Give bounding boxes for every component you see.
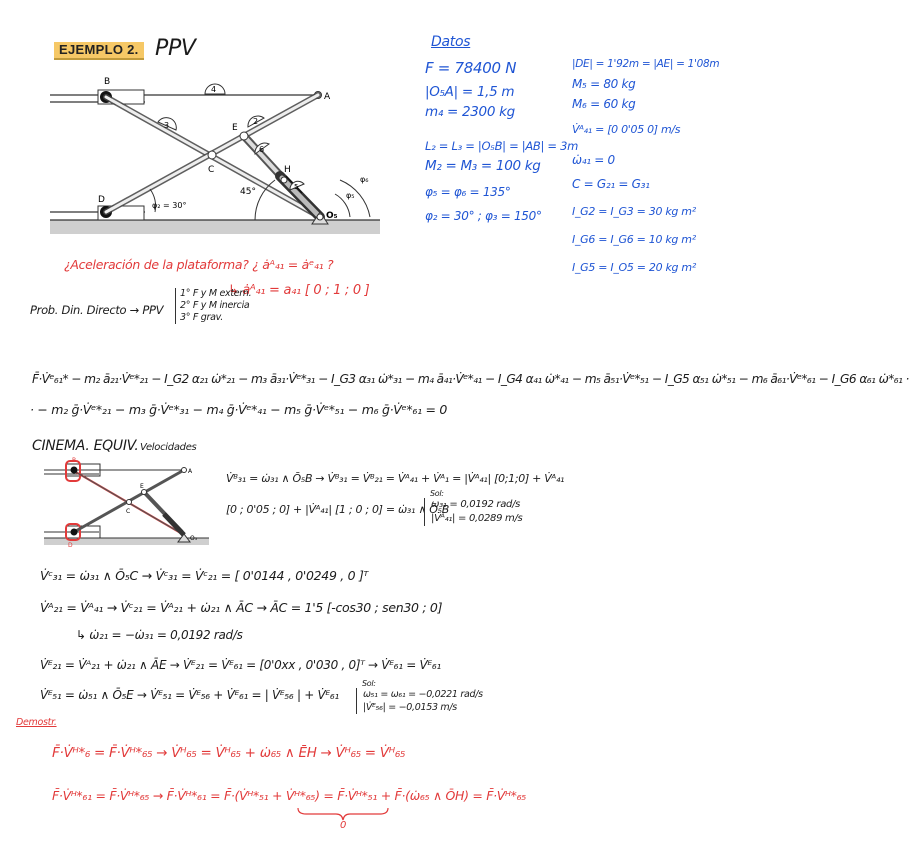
label-d: D [98,195,105,205]
joint-a-small [182,468,187,473]
mechanism-diagram [50,72,390,250]
joint-c-small [127,500,132,505]
dato-m4: m₄ = 2300 kg [425,104,515,120]
dato-force: F = 78400 N [425,59,517,77]
velocity-eq-line1: V̇ᴮ₃₁ = ω̇₃₁ ∧ Ō₅B → V̇ᴮ₃₁ = V̇ᴮ₂₁ = V̇ᴬ₄₁ + V̇ᴬ₁ = |V̇ᴬ₄₁| [0;1;0] + V̇ᴬ₄₁ [226,472,565,485]
velocity-sol-w31: ω₃₁ = 0,0192 rad/s [431,499,521,510]
demostr-zero: 0 [340,820,347,831]
velocity-sol-va41: |V̇ᴬ₄₁| = 0,0289 m/s [431,513,523,524]
dato-phi2-phi3: φ₂ = 30° ; φ₃ = 150° [425,209,542,223]
cinema-subtitle: Velocidades [140,442,197,453]
demostr-label: Demostr. [16,717,57,728]
mechanism-diagram-small [44,458,214,550]
question-answer: ↳ ȧᴬ₄₁ = a₄₁ [ 0 ; 1 ; 0 ] [228,283,370,298]
link-number-5: 5 [294,183,299,191]
sol2-w51: ω₅₁ = ω₆₁ = −0,0221 rad/s [363,689,483,700]
dato-ig2-ig3: I_G2 = I_G3 = 30 kg m² [572,205,696,218]
label-o5-small: O₅ [190,535,198,542]
ground-hatch [50,220,380,234]
prob-item-2: 2° F y M inercia [180,300,250,311]
label-phi6: φ₆ [360,175,369,184]
angle-phi6-arc [340,180,370,217]
label-e: E [232,123,238,133]
dato-o5a: |O₅A| = 1,5 m [425,84,515,100]
ppv-equation-line2: · − m₂ ḡ·V̇ᵉ*₂₁ − m₃ ḡ·V̇ᵉ*₃₁ − m₄ ḡ·V̇ᵉ*₄₁ − m₅ ḡ·V̇ᵉ*₅₁ − m₆ ḡ·V̇ᵉ*₆₁ = 0 [30,402,447,417]
link-number-3: 3 [164,121,170,130]
dato-de-ae: |DE| = 1'92m = |AE| = 1'08m [572,58,720,70]
dato-w41: ω̇₄₁ = 0 [572,153,615,167]
joint-e [240,132,248,140]
eq-w21: ↳ ω̇₂₁ = −ω̇₃₁ = 0,0192 rad/s [76,628,243,642]
sol2-ve56: |V̇ᴱ₅₆| = −0,0153 m/s [363,702,457,713]
example-label: EJEMPLO 2. [54,42,144,60]
dato-c-g: C = G₂₁ = G₃₁ [572,177,650,191]
label-a: A [324,92,331,102]
label-a-small: A [188,468,193,475]
velocity-eq-line2: [0 ; 0'05 ; 0] + |V̇ᴬ₄₁| [1 ; 0 ; 0] = ω̇₃₁ ∧ Ō₅B [226,503,449,516]
link-number-4: 4 [211,85,217,94]
dato-lengths: L₂ = L₃ = |O₅B| = |AB| = 3m [425,139,579,153]
datos-right-list [572,54,720,278]
link-number-2: 2 [253,117,259,126]
prob-item-3: 3° F grav. [180,312,223,323]
cinema-title: CINEMA. EQUIV. [32,438,139,454]
label-phi2: φ₂ = 30° [152,201,187,210]
sol2-block [356,688,483,714]
dato-m2-m3: M₂ = M₃ = 100 kg [425,158,541,174]
eq-vc31: V̇ᶜ₃₁ = ω̇₃₁ ∧ Ō₅C → V̇ᶜ₃₁ = V̇ᶜ₂₁ = [ 0'0144 , 0'0249 , 0 ]ᵀ [40,568,369,583]
label-b-small: B [72,457,77,464]
dato-va41: V̇ᴬ₄₁ = [0 0'05 0] m/s [572,123,681,136]
demostr-line2: F̄·V̇ᴴ*₆₁ = F̄·V̇ᴴ*₆₅ → F̄·V̇ᴴ*₆₁ = F̄·(V̇ᴴ*₅₁ + V̇ᴴ*₆₅) = F̄·V̇ᴴ*₅₁ + F̄·(ω̇₆₅ ∧ ŌH) = F̄·V̇ᴴ*₆₅ [52,788,527,803]
label-angle-45: 45° [240,187,256,197]
question-text: ¿Aceleración de la plataforma? ¿ ȧᴬ₄₁ = ȧᵉ₄₁ ? [64,257,334,272]
joint-h [281,177,287,183]
link-number-6: 6 [259,145,265,154]
dato-m5: M₅ = 80 kg [572,77,636,91]
label-d-small: D [68,542,73,549]
label-c-small: C [126,508,131,515]
dato-m6: M₆ = 60 kg [572,97,636,111]
joint-e-small [142,490,147,495]
label-phi5: φ₅ [346,191,355,200]
eq-va21: V̇ᴬ₂₁ = V̇ᴬ₄₁ → V̇ᶜ₂₁ = V̇ᴬ₂₁ + ω̇₂₁ ∧ ĀC → ĀC = 1'5 [-cos30 ; sen30 ; 0] [40,600,443,615]
prob-item-1: 1° F y M extern. [180,288,252,299]
underbrace-path [298,808,388,820]
label-h: H [284,165,291,175]
prob-items [175,288,251,324]
joint-b-small [71,467,78,474]
dato-ig6: I_G6 = I_G6 = 10 kg m² [572,233,696,246]
joint-o5 [317,214,323,220]
demostr-line1: F̄·V̇ᴴ*₆ = F̄·V̇ᴴ*₆₅ → V̇ᴴ₆₅ = V̇ᴴ₆₅ + ω̇₆₅ ∧ ĒH → V̇ᴴ₆₅ = V̇ᴴ₆₅ [52,745,406,761]
dato-phi5-phi6: φ₅ = φ₆ = 135° [425,185,511,199]
joint-c [208,151,216,159]
label-b: B [104,77,111,87]
eq-ve21: V̇ᴱ₂₁ = V̇ᴬ₂₁ + ω̇₂₁ ∧ ĀE → V̇ᴱ₂₁ = V̇ᴱ₆₁ = [0'0xx , 0'030 , 0]ᵀ → V̇ᴱ₆₁ = V̇ᴱ₆₁ [40,658,441,672]
velocity-sol-label: Sol: [430,489,444,498]
datos-title: Datos [431,34,471,50]
label-e-small: E [140,483,144,490]
label-o5: O₅ [326,211,338,221]
example-title: PPV [155,36,196,61]
dato-ig5: I_G5 = I_O5 = 20 kg m² [572,261,696,274]
eq-ve51: V̇ᴱ₅₁ = ω̇₅₁ ∧ Ō₅E → V̇ᴱ₅₁ = V̇ᴱ₅₆ + V̇ᴱ₆₁ = | V̇ᴱ₅₆ | + V̇ᴱ₆₁ [40,688,339,702]
sol2-label: Sol: [362,679,376,688]
joint-d-small [71,529,78,536]
datos-left-list [425,58,579,226]
example-header [54,39,144,60]
velocity-solution-block [424,498,522,526]
ppv-equation-line1: F̄·V̇ᵉ₆₁* − m₂ ā₂₁·V̇ᵉ*₂₁ − I_G2 α₂₁ ω̇*₂₁ − m₃ ā₃₁·V̇ᵉ*₃₁ − I_G3 α₃₁ ω̇*₃₁ − m₄ ā₄₁·V̇ᵉ*₄₁ − I_G4 α₄₁ ω̇*₄₁ − m₅ ā₅₁·V̇ᵉ*₅₁ − I_G5 α₅₁ ω̇*₅₁ − m₆ ā₆₁·V̇ᵉ*₆₁ − I_G6 α₆₁ ω̇*₆₁ · [32,372,909,386]
prob-label: Prob. Din. Directo → PPV [30,303,164,317]
label-c: C [208,165,215,175]
